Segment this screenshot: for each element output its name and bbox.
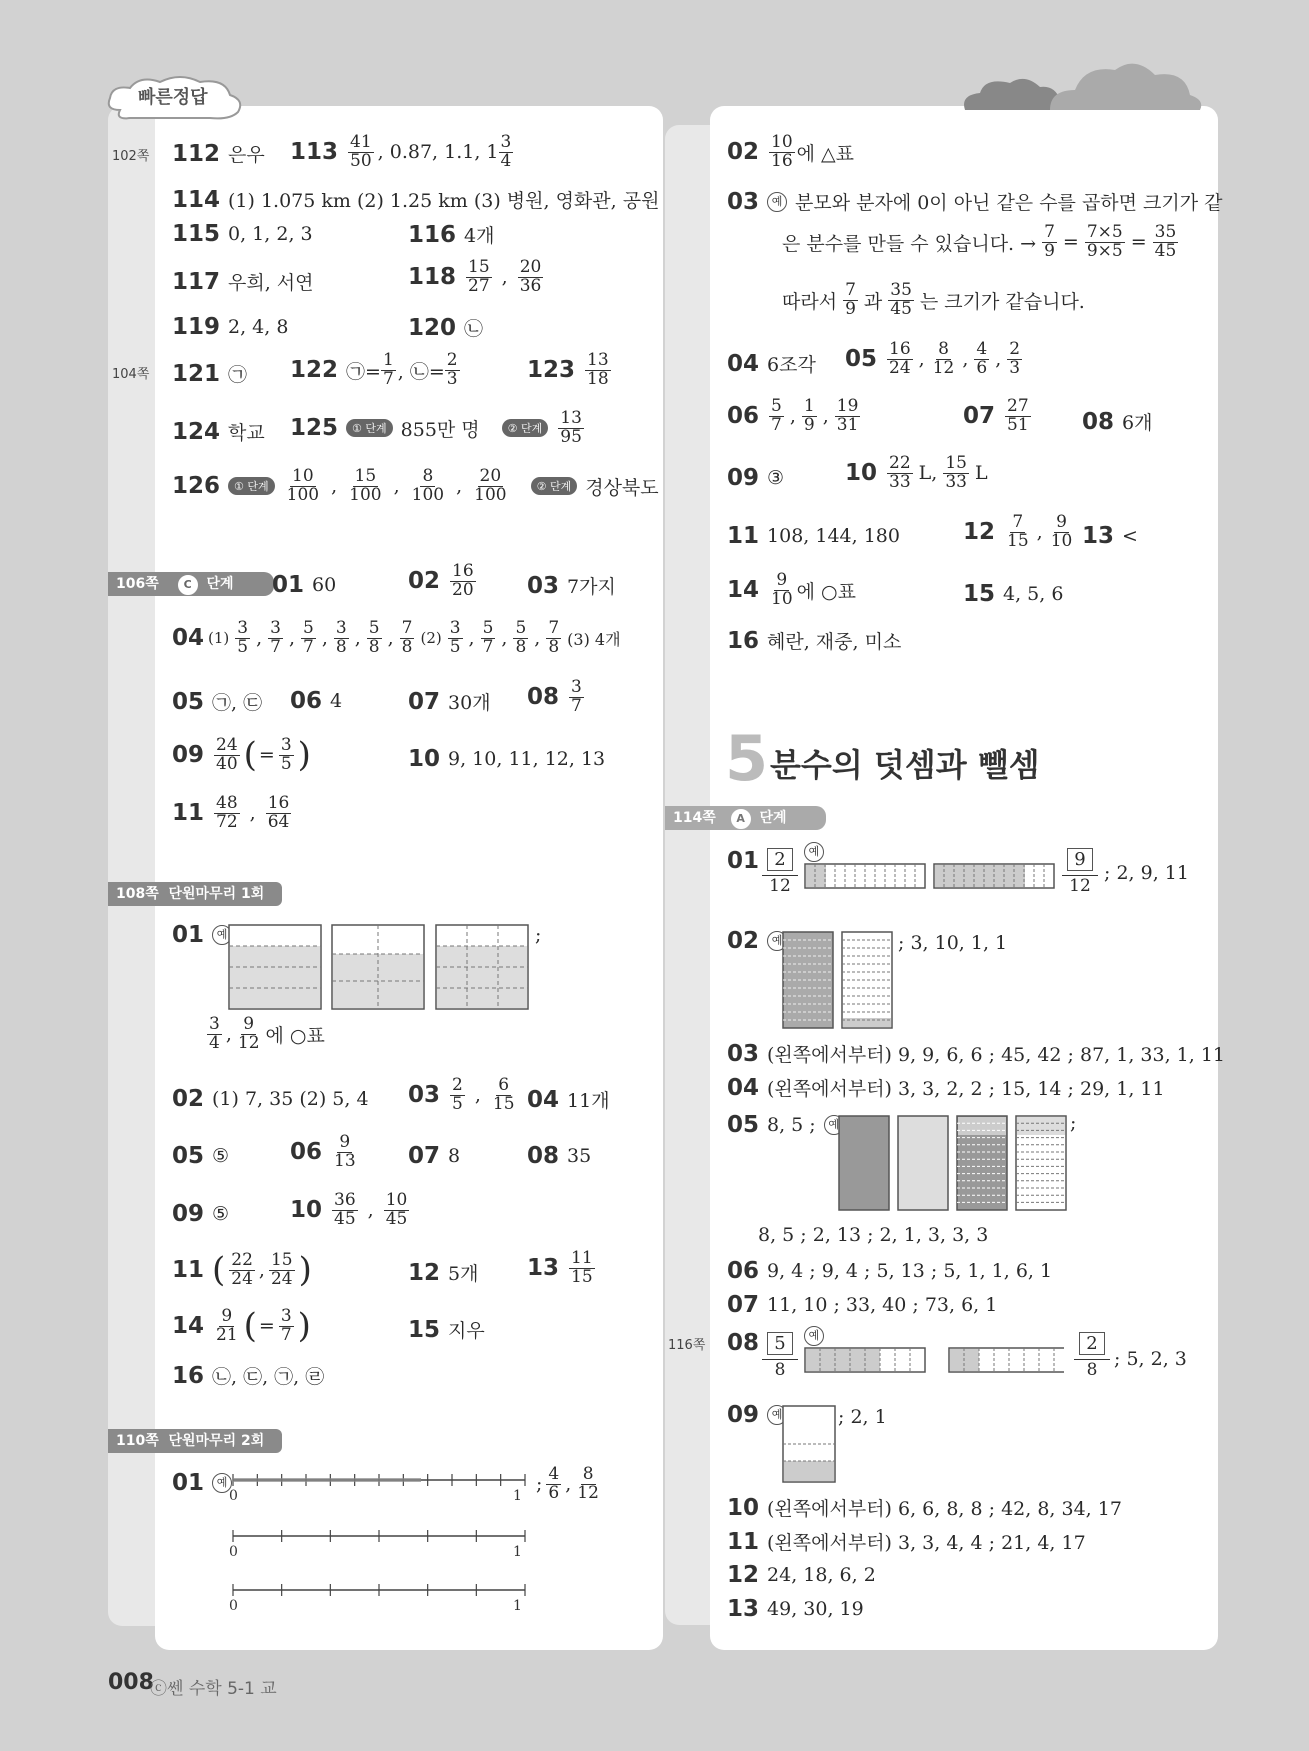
- m-answer-13: 13 $\frac{11}{15}$: [527, 1248, 593, 1287]
- answer-118: 118 $\frac{15}{27}$ , $\frac{20}{36}$: [408, 257, 542, 296]
- a-answer-01: 01: [727, 848, 760, 874]
- r-answer-03-line3: 따라서 $\frac{7}{9}$ 과 $\frac{35}{45}$ 는 크기가 같습니다.: [782, 280, 1085, 319]
- page-marker-104: 104쪽: [112, 367, 150, 382]
- a08-answer-tail: ; 5, 2, 3: [1114, 1348, 1187, 1370]
- c-answer-05: 05 ㉠, ㉢: [172, 688, 263, 715]
- m-answer-16: 16 ㉡, ㉢, ㉠, ㉣: [172, 1362, 325, 1389]
- page-marker-116: 116쪽: [668, 1338, 706, 1353]
- a01-fraction-left: 2 12: [762, 848, 798, 896]
- c-answer-11: 11 $\frac{48}{72}$ , $\frac{16}{64}$: [172, 793, 290, 832]
- c-answer-07: 07 30개: [408, 688, 491, 715]
- a-answer-11: 11 (왼쪽에서부터) 3, 3, 4, 4 ; 21, 4, 17: [727, 1528, 1086, 1555]
- header-badge-text: 빠른정답: [138, 87, 208, 108]
- answer-113: 113 $\frac{41}{50}$ , 0.87, 1.1, 1 $\frac{3}{4}$: [290, 132, 512, 171]
- m-answer-08: 08 35: [527, 1143, 592, 1169]
- m-answer-12: 12 5개: [408, 1259, 479, 1286]
- r-answer-03-line1: 03 예 분모와 분자에 0이 아닌 같은 수를 곱하면 크기가 같: [727, 188, 1223, 215]
- r-answer-10: 10 $\frac{22}{33}$ L, $\frac{15}{33}$ L: [845, 453, 988, 492]
- svg-text:1: 1: [513, 1488, 522, 1504]
- a-answer-08: 08: [727, 1330, 760, 1356]
- section-tab-106: 106쪽 C 단계: [108, 572, 274, 596]
- r-answer-08: 08 6개: [1082, 408, 1153, 435]
- r-answer-14: 14 $\frac{9}{10}$ 에 ○표: [727, 570, 856, 609]
- m01-fraction-line: $\frac{3}{4}$ , $\frac{9}{12}$ 에 ○표: [209, 1014, 325, 1053]
- svg-text:1: 1: [513, 1598, 522, 1614]
- answer-112: 112 은우: [172, 140, 265, 167]
- c-answer-10: 10 9, 10, 11, 12, 13: [408, 746, 606, 772]
- a09-column-diagram: [782, 1404, 842, 1484]
- answer-122: 122 ㉠= $\frac{1}{7}$ , ㉡= $\frac{2}{3}$: [290, 350, 458, 389]
- a-answer-10: 10 (왼쪽에서부터) 6, 6, 8, 8 ; 42, 8, 34, 17: [727, 1494, 1122, 1521]
- m-answer-03: 03 $\frac{2}{5}$ , $\frac{6}{15}$: [408, 1075, 515, 1114]
- a-answer-02: 02 예: [727, 928, 787, 954]
- svg-text:0: 0: [229, 1488, 238, 1504]
- page-marker-102: 102쪽: [112, 149, 150, 164]
- answer-116: 116 4개: [408, 221, 495, 248]
- m-answer-10: 10 $\frac{36}{45}$ , $\frac{10}{45}$: [290, 1190, 408, 1229]
- m-answer-14: 14 $\frac{9}{21}$ ( = $\frac{3}{7}$ ): [172, 1305, 311, 1346]
- a-answer-13: 13 49, 30, 19: [727, 1596, 864, 1622]
- answer-120: 120 ㉡: [408, 314, 484, 341]
- m-answer-02: 02 (1) 7, 35 (2) 5, 4: [172, 1086, 369, 1112]
- footer-page-number: 008: [108, 1670, 154, 1695]
- answer-114: 114 (1) 1.075 km (2) 1.25 km (3) 병원, 영화관, 공원: [172, 186, 660, 213]
- c-answer-01: 01 60: [272, 572, 337, 598]
- m-answer-05: 05 ⑤: [172, 1143, 230, 1169]
- c-answer-02: 02 $\frac{16}{20}$: [408, 561, 474, 600]
- r-answer-03-line2: 은 분수를 만들 수 있습니다. → $\frac{7}{9}$ = $\frac{7\times 5}{9\times 5}$ = $\frac{35}{45}$: [782, 222, 1177, 261]
- r-answer-07: 07 $\frac{27}{51}$: [963, 396, 1029, 435]
- section-tab-108: 108쪽 단원마무리 1회: [108, 882, 282, 906]
- svg-text:1: 1: [513, 1544, 522, 1560]
- c-answer-08: 08 $\frac{3}{7}$: [527, 677, 582, 716]
- m-answer-04: 04 11개: [527, 1086, 610, 1113]
- m-answer-15: 15 지우: [408, 1316, 485, 1343]
- m-answer-06: 06 $\frac{9}{13}$: [290, 1132, 356, 1171]
- answer-125: 125 ① 단계 855만 명 ② 단계 $\frac{13}{95}$: [290, 408, 582, 447]
- answer-115: 115 0, 1, 2, 3: [172, 221, 313, 247]
- a01-answer-tail: ; 2, 9, 11: [1104, 862, 1189, 884]
- r-answer-02: 02 $\frac{10}{16}$ 에 △표: [727, 132, 855, 171]
- m-answer-01: 01 예: [172, 922, 232, 948]
- a02-column-diagrams: [782, 930, 902, 1030]
- a05-column-diagrams: [838, 1114, 1068, 1214]
- decorative-clouds-icon: [955, 55, 1205, 115]
- a01-example-mark: 예: [804, 842, 824, 862]
- chapter-number: 5: [725, 722, 769, 795]
- a05-answer-tail: 8, 5 ; 2, 13 ; 2, 1, 3, 3, 3: [758, 1224, 989, 1246]
- c-answer-03: 03 7가지: [527, 572, 616, 599]
- a01-bar-diagrams: [804, 862, 1064, 892]
- section-tab-110: 110쪽 단원마무리 2회: [108, 1429, 282, 1453]
- n01-answer-fractions: ; $\frac{4}{6}$ , $\frac{8}{12}$: [536, 1464, 599, 1503]
- a-answer-06: 06 9, 4 ; 9, 4 ; 5, 13 ; 5, 1, 1, 6, 1: [727, 1258, 1053, 1284]
- svg-text:0: 0: [229, 1544, 238, 1560]
- m-answer-07: 07 8: [408, 1143, 461, 1169]
- m-answer-09: 09 ⑤: [172, 1201, 230, 1227]
- answer-124: 124 학교: [172, 418, 265, 445]
- a08-fraction-right: 2 8: [1074, 1332, 1110, 1380]
- m01-semicolon: ;: [535, 924, 542, 946]
- a08-example-mark: 예: [804, 1326, 824, 1346]
- a-answer-09: 09 예: [727, 1402, 787, 1428]
- r-answer-05: 05 $\frac{16}{24}$ , $\frac{8}{12}$ , $\frac{4}{6}$ , $\frac{2}{3}$: [845, 339, 1021, 378]
- n-answer-01: 01 예: [172, 1470, 232, 1496]
- r-answer-06: 06 $\frac{5}{7}$ , $\frac{1}{9}$ , $\frac{19}{31}$: [727, 396, 859, 435]
- a-answer-07: 07 11, 10 ; 33, 40 ; 73, 6, 1: [727, 1292, 998, 1318]
- c-answer-04: 04 (1) $\frac{3}{5}$ , $\frac{3}{7}$ , $\frac{5}{7}$ , $\frac{3}{8}$ , $\frac{5}{8}$ , $\frac{7}{8}$ (2) $\frac{3}{5}$ , $\frac{5}{7}$ , $\frac{5}{8}$ , $\frac{7}{8}$ (3) 4개: [172, 618, 621, 657]
- section-tab-114: 114쪽 A 단계: [665, 806, 826, 830]
- r-answer-09: 09 ③: [727, 465, 785, 491]
- a-answer-12: 12 24, 18, 6, 2: [727, 1562, 876, 1588]
- r-answer-13: 13 <: [1082, 523, 1138, 549]
- a09-answer-tail: ; 2, 1: [838, 1406, 887, 1428]
- r-answer-11: 11 108, 144, 180: [727, 523, 900, 549]
- a-answer-04: 04 (왼쪽에서부터) 3, 3, 2, 2 ; 15, 14 ; 29, 1, 11: [727, 1074, 1165, 1101]
- r-answer-16: 16 혜란, 재중, 미소: [727, 627, 902, 654]
- footer-book-title: ⓒ쎈 수학 5-1 교: [150, 1679, 277, 1699]
- chapter-title: 분수의 덧셈과 뺄셈: [770, 746, 1040, 784]
- a05-semicolon: ;: [1070, 1112, 1077, 1134]
- a-answer-03: 03 (왼쪽에서부터) 9, 9, 6, 6 ; 45, 42 ; 87, 1, 33, 1, 11: [727, 1040, 1226, 1067]
- a-answer-05: 05 8, 5 ; 예: [727, 1112, 844, 1138]
- number-lines-diagram: [225, 1466, 535, 1616]
- r-answer-04: 04 6조각: [727, 350, 816, 377]
- a01-fraction-right: 9 12: [1062, 848, 1098, 896]
- a08-fraction-left: 5 8: [762, 1332, 798, 1380]
- answer-121: 121 ㉠: [172, 360, 248, 387]
- r-answer-15: 15 4, 5, 6: [963, 581, 1064, 607]
- m-answer-11: 11 ( $\frac{22}{24}$ , $\frac{15}{24}$ ): [172, 1249, 312, 1290]
- c-answer-09: 09 $\frac{24}{40}$ ( = $\frac{3}{5}$ ): [172, 734, 311, 775]
- a02-answer-tail: ; 3, 10, 1, 1: [898, 932, 1008, 954]
- answer-126: 126 ① 단계 $\frac{10}{100}$ , $\frac{15}{100}$ , $\frac{8}{100}$ , $\frac{20}{100}$ ② 단계 경상북도: [172, 466, 659, 505]
- answer-123: 123 $\frac{13}{18}$: [527, 350, 609, 389]
- c-answer-06: 06 4: [290, 688, 343, 714]
- answer-117: 117 우희, 서연: [172, 268, 314, 295]
- a08-bar-diagrams: [804, 1346, 1064, 1376]
- svg-text:0: 0: [229, 1598, 238, 1614]
- answer-119: 119 2, 4, 8: [172, 314, 289, 340]
- r-answer-12: 12 $\frac{7}{15}$ , $\frac{9}{10}$: [963, 512, 1073, 551]
- m01-grid-diagrams: [228, 924, 548, 1014]
